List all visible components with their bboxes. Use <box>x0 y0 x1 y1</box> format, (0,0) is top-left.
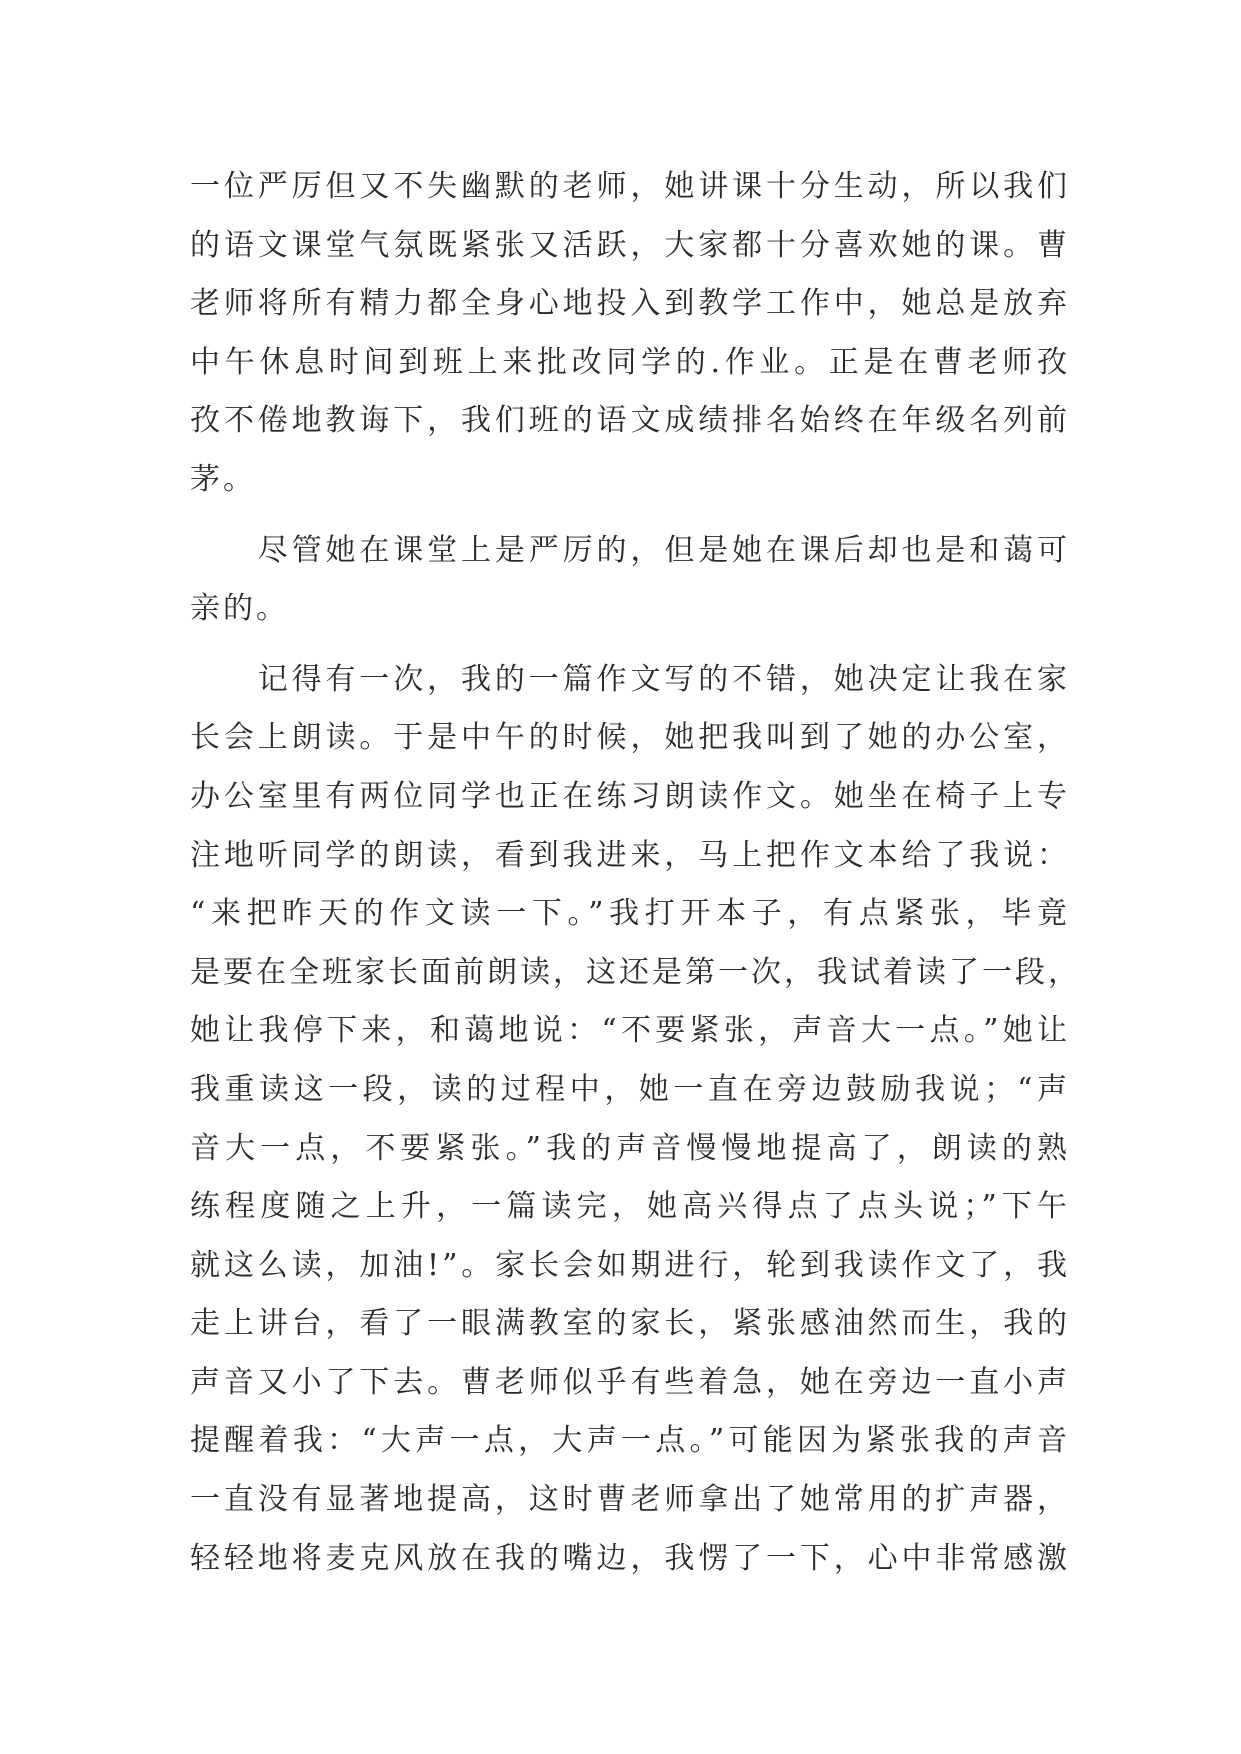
paragraph <box>190 651 1081 1589</box>
text-line: 的语文课堂气氛既紧张又活跃，大家都十分喜欢她的课。曹 <box>190 227 1070 263</box>
text-line: 老师将所有精力都全身心地投入到教学工作中，她总是放弃 <box>190 286 1070 322</box>
text-line: 亲的。 <box>190 591 289 627</box>
text-line: 注地听同学的朗读，看到我进来，马上把作文本给了我说： <box>190 837 1070 873</box>
body-text <box>190 158 1081 1588</box>
paragraph <box>190 158 1070 510</box>
text-line: 中午休息时间到班上来批改同学的.作业。正是在曹老师孜 <box>190 344 1070 380</box>
text-line: 我重读这一段，读的过程中，她一直在旁边鼓励我说；“声 <box>190 1071 1070 1107</box>
text-line: 孜不倦地教诲下，我们班的语文成绩排名始终在年级名列前 <box>190 403 1070 439</box>
text-line: 一位严厉但又不失幽默的老师，她讲课十分生动，所以我们 <box>190 169 1070 204</box>
text-line: 茅。 <box>190 461 256 497</box>
text-line: 办公室里有两位同学也正在练习朗读作文。她坐在椅子上专 <box>190 778 1070 814</box>
text-line: 就这么读，加油!”。家长会如期进行，轮到我读作文了，我 <box>190 1247 1070 1283</box>
text-line: 轻轻地将麦克风放在我的嘴边，我愣了一下，心中非常感激 <box>190 1540 1070 1576</box>
paragraph-gap <box>190 639 1070 651</box>
text-line: 声音又小了下去。曹老师似乎有些着急，她在旁边一直小声 <box>190 1364 1070 1400</box>
text-line: 一直没有显著地提高，这时曹老师拿出了她常用的扩声器， <box>190 1482 1070 1518</box>
paragraph <box>190 522 1070 639</box>
text-line: 尽管她在课堂上是严厉的，但是她在课后却也是和蔼可 <box>190 532 1070 568</box>
text-line: 是要在全班家长面前朗读，这还是第一次，我试着读了一段， <box>190 954 1081 990</box>
text-line: 提醒着我：“大声一点，大声一点。”可能因为紧张我的声音 <box>190 1423 1070 1459</box>
text-line: “来把昨天的作文读一下。”我打开本子，有点紧张，毕竟 <box>190 896 1070 932</box>
text-line: 记得有一次，我的一篇作文写的不错，她决定让我在家 <box>190 661 1070 697</box>
text-line: 练程度随之上升，一篇读完，她高兴得点了点头说；”下午 <box>190 1189 1070 1225</box>
text-line: 音大一点，不要紧张。”我的声音慢慢地提高了，朗读的熟 <box>190 1130 1070 1166</box>
paragraph-gap <box>190 510 1070 522</box>
text-line: 她让我停下来，和蔼地说：“不要紧张，声音大一点。”她让 <box>190 1013 1070 1049</box>
text-line: 走上讲台，看了一眼满教室的家长，紧张感油然而生，我的 <box>190 1306 1070 1342</box>
text-line: 长会上朗读。于是中午的时候，她把我叫到了她的办公室， <box>190 720 1070 756</box>
